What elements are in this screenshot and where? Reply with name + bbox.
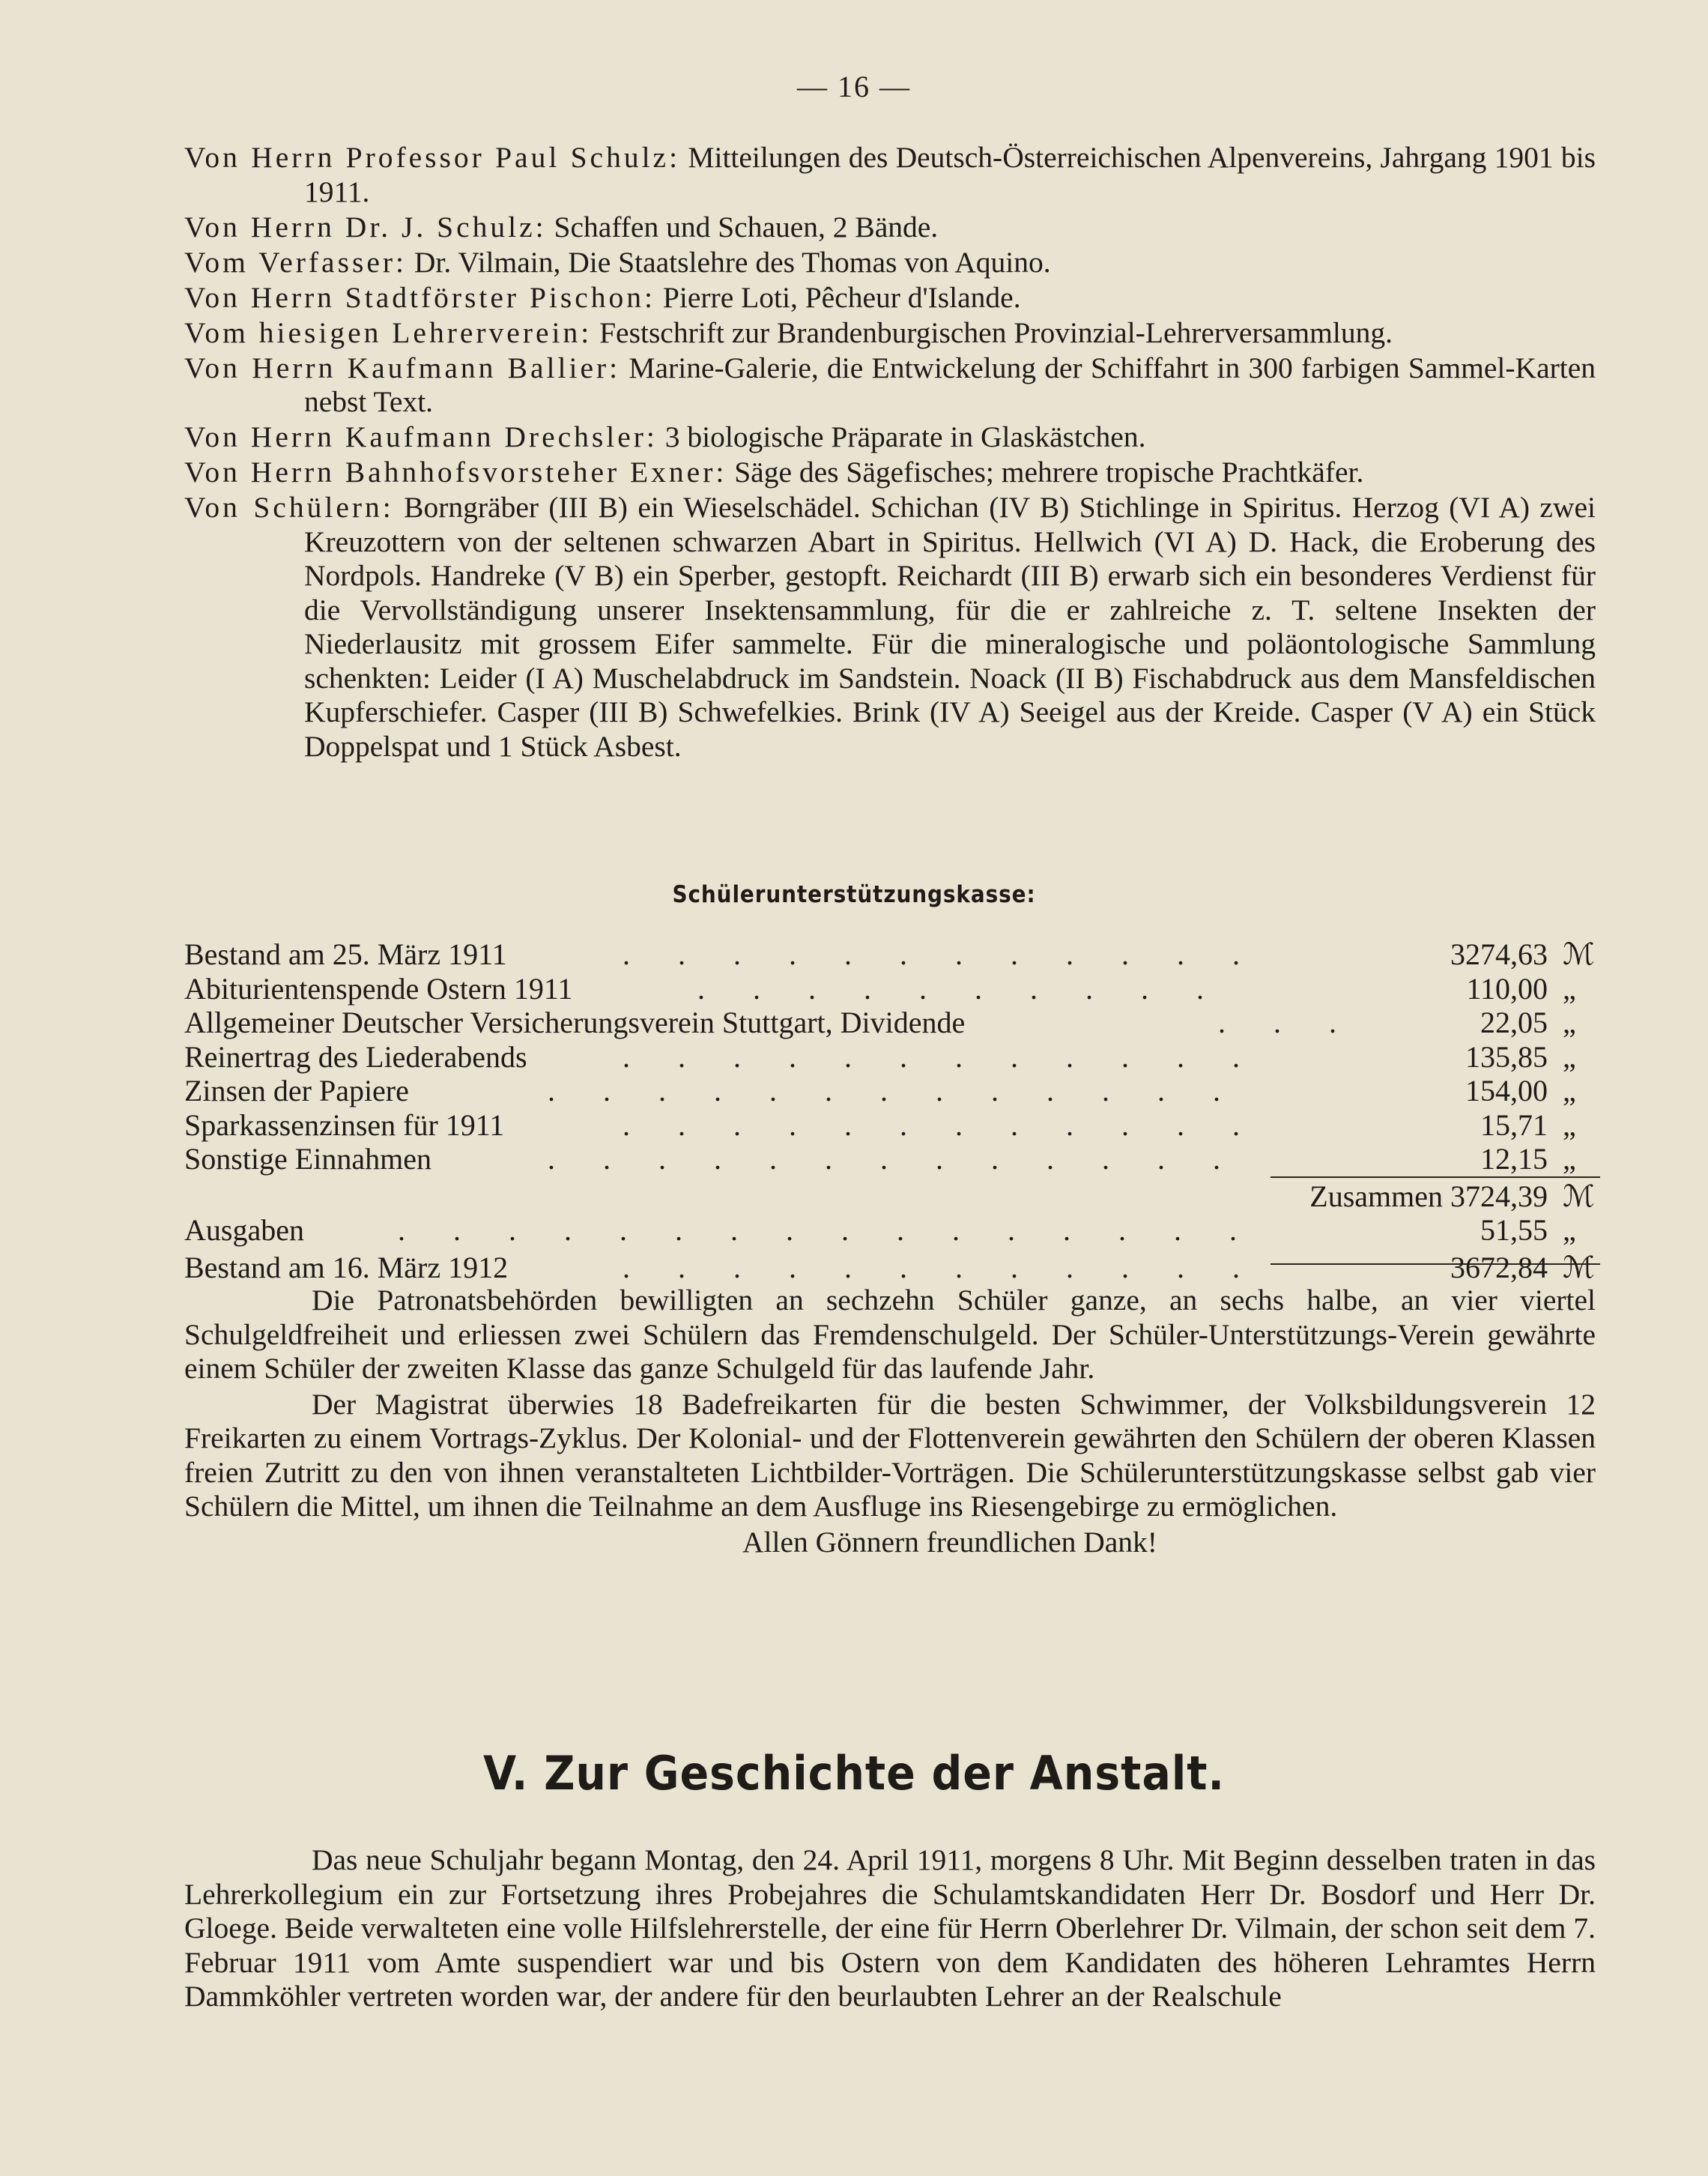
ledger-row xyxy=(184,1107,1596,1142)
total-label: Zusammen xyxy=(1309,1179,1443,1213)
ledger-label: Zinsen der Papiere xyxy=(184,1074,409,1107)
section-title: V. Zur Geschichte der Anstalt. xyxy=(482,1746,1225,1801)
donor-name: Von Herrn Dr. J. Schulz: xyxy=(184,210,547,244)
ledger-amount: 154,00 xyxy=(1465,1074,1548,1107)
donation-text: Säge des Sägefisches; mehrere tropische Prachtkäfer. xyxy=(734,456,1364,489)
ledger-amount: 15,71 xyxy=(1480,1107,1548,1142)
total-unit: ℳ xyxy=(1563,1179,1595,1213)
leader-dots: . . . . . . . . . . . . . . . . xyxy=(398,1213,1257,1247)
ledger-label: Sonstige Einnahmen xyxy=(184,1142,431,1176)
ledger-row xyxy=(184,1039,1596,1074)
ledger-unit: ℳ xyxy=(1563,937,1595,971)
fund-ledger xyxy=(184,937,1596,1559)
donor-name: Von Herrn Kaufmann Drechsler: xyxy=(184,420,658,453)
donation-text: Pierre Loti, Pêcheur d'Islande. xyxy=(662,280,1021,314)
donation-entry xyxy=(184,420,1596,455)
leader-dots: . . . . . . . . . . xyxy=(697,971,1224,1006)
paragraph: Das neue Schuljahr begann Montag, den 24. April 1911, morgens 8 Uhr. Mit Beginn desselben traten in das Lehrerkollegium ein zur Fortsetzung ihres Probejahres die Schulamtskandidaten Herr Dr. Bosdorf und Herr Dr. Gloege. Beide verwalteten eine volle Hilfslehrerstelle, der eine für Herrn Oberlehrer Dr. Vilmain, der schon seit dem 7. Februar 1911 vom Amte suspendiert war und bis Ostern von dem Kandidaten des höheren Lehramtes Herrn Dammköhler vertreten worden war, der andere für den beurlaubten Lehrer an der Realschule xyxy=(184,1843,1596,2013)
donor-name: Vom Verfasser: xyxy=(184,245,407,279)
section-body xyxy=(184,1843,1596,2014)
donations-list xyxy=(184,141,1596,765)
donation-text: Dr. Vilmain, Die Staatslehre des Thomas von Aquino. xyxy=(414,245,1051,279)
leader-dots: . . . xyxy=(1218,1006,1357,1039)
ledger-label: Bestand am 25. März 1911 xyxy=(184,937,507,971)
ledger-total-row xyxy=(184,1179,1596,1213)
ledger-unit: „ xyxy=(1563,1142,1576,1176)
donation-entry xyxy=(184,456,1596,490)
ledger-amount: 3274,63 xyxy=(1450,937,1548,971)
balance-amount: 3672,84 xyxy=(1450,1250,1548,1284)
ledger-amount: 110,00 xyxy=(1466,971,1548,1006)
paragraph: Die Patronatsbehörden bewilligten an sechzehn Schüler ganze, an sechs halbe, an vier viertel Schulgeldfreiheit und erliessen zwei Schülern das Fremdenschulgeld. Der Schüler-Unterstützungs-Verein gewährte einem Schüler der zweiten Klasse das ganze Schulgeld für das laufende Jahr. xyxy=(184,1284,1596,1385)
leader-dots: . . . . . . . . . . . . xyxy=(623,1039,1260,1074)
paragraph: Der Magistrat überwies 18 Badefreikarten für die besten Schwimmer, der Volksbildungsverein 12 Freikarten zu einem Vortrags-Zyklus. Der Kolonial- und der Flottenverein gewährten den Schülern der oberen Klassen freien Zutritt zu den von ihnen veranstalteten Lichtbilder-Vorträgen. Die Schülerunterstützungskasse selbst gab vier Schülern die Mittel, um ihnen die Teilnahme an dem Ausfluge ins Riesengebirge zu ermöglichen. xyxy=(184,1387,1596,1523)
leader-dots: . . . . . . . . . . . . . xyxy=(548,1142,1241,1176)
ledger-label: Reinertrag des Liederabends xyxy=(184,1039,527,1074)
donation-entry xyxy=(184,316,1596,351)
expenses-unit: „ xyxy=(1563,1213,1576,1247)
leader-dots: . . . . . . . . . . . . . xyxy=(548,1074,1241,1107)
ledger-label: Allgemeiner Deutscher Versicherungsverein Stuttgart, Dividende xyxy=(184,1006,966,1039)
thanks-line: Allen Gönnern freundlichen Dank! xyxy=(742,1525,1157,1559)
ledger-label: Abiturientenspende Ostern 1911 xyxy=(184,971,573,1006)
donation-text: 3 biologische Präparate in Glaskästchen. xyxy=(664,420,1146,453)
fund-heading: Schülerunterstützungskasse: xyxy=(672,881,1036,908)
ledger-amount: 12,15 xyxy=(1480,1142,1548,1176)
leader-dots: . . . . . . . . . . . . xyxy=(623,1250,1260,1284)
ledger-amount: 22,05 xyxy=(1480,1006,1548,1039)
donation-entry xyxy=(184,281,1596,315)
expenses-amount: 51,55 xyxy=(1480,1213,1548,1247)
expenses-label: Ausgaben xyxy=(184,1213,304,1247)
total-amount: 3724,39 xyxy=(1450,1179,1548,1213)
donor-name: Von Herrn Bahnhofsvorsteher Exner: xyxy=(184,456,727,489)
ledger-balance-row xyxy=(184,1250,1596,1284)
ledger-unit: „ xyxy=(1563,1039,1576,1074)
ledger-unit: „ xyxy=(1563,971,1576,1006)
ledger-row xyxy=(184,937,1596,971)
ledger-expenses-row xyxy=(184,1212,1596,1247)
donation-text: Festschrift zur Brandenburgischen Provinzial-Lehrerversammlung. xyxy=(599,315,1393,349)
donor-name: Von Schülern: xyxy=(184,491,394,524)
ledger-total xyxy=(1309,1179,1548,1214)
donation-entry xyxy=(184,141,1596,209)
leader-dots: . . . . . . . . . . . . xyxy=(623,1107,1260,1142)
donation-text: Marine-Galerie, die Entwickelung der Schiffahrt in 300 farbigen Sammel-Karten nebst Text. xyxy=(304,351,1596,418)
ledger-unit: „ xyxy=(1563,1107,1576,1142)
balance-unit: ℳ xyxy=(1563,1250,1595,1284)
ledger-row xyxy=(184,1073,1596,1107)
ledger-label: Sparkassenzinsen für 1911 xyxy=(184,1107,505,1142)
ledger-unit: „ xyxy=(1563,1074,1576,1107)
page-number: — 16 — xyxy=(797,70,911,103)
donation-entry xyxy=(184,211,1596,245)
donor-name: Von Herrn Kaufmann Ballier: xyxy=(184,351,621,384)
donor-name: Von Herrn Professor Paul Schulz: xyxy=(184,141,681,174)
donation-text: Borngräber (III B) ein Wieselschädel. Schichan (IV B) Stichlinge in Spiritus. Herzog (VI A) zwei Kreuzottern von der seltenen schwarzen Abart in Spiritus. Hellwich (VI A) D. Hack, die Eroberung des Nordpols. Handreke (V B) ein Sperber, gestopft. Reichardt (III B) erwarb sich ein besonderes Verdienst für die Vervollständigung unserer Insektensammlung, für die er zahlreiche z. T. seltene Insekten der Niederlausitz mit grossem Eifer sammelte. Für die mineralogische und poläontologische Sammlung schenkten: Leider (I A) Muschelabdruck im Sandstein. Noack (II B) Fischabdruck aus dem Mansfeldischen Kupferschiefer. Casper (III B) Schwefelkies. Brink (IV A) Seeigel aus der Kreide. Casper (V A) ein Stück Doppelspat und 1 Stück Asbest. xyxy=(304,491,1596,763)
donation-entry xyxy=(184,351,1596,420)
ledger-row xyxy=(184,971,1596,1006)
donation-entry xyxy=(184,491,1596,764)
ledger-unit: „ xyxy=(1563,1006,1576,1039)
donor-name: Von Herrn Stadtförster Pischon: xyxy=(184,280,656,314)
ledger-amount: 135,85 xyxy=(1465,1039,1548,1074)
fund-notes xyxy=(184,1284,1596,1559)
donation-text: Schaffen und Schauen, 2 Bände. xyxy=(554,210,939,244)
ledger-row xyxy=(184,1005,1596,1039)
ledger-row xyxy=(184,1141,1596,1176)
donor-name: Vom hiesigen Lehrerverein: xyxy=(184,315,593,349)
donation-text: Mitteilungen des Deutsch-Österreichischen Alpenvereins, Jahrgang 1901 bis 1911. xyxy=(304,141,1596,208)
leader-dots: . . . . . . . . . . . . xyxy=(623,937,1260,971)
balance-label: Bestand am 16. März 1912 xyxy=(184,1250,509,1284)
donation-entry xyxy=(184,246,1596,280)
